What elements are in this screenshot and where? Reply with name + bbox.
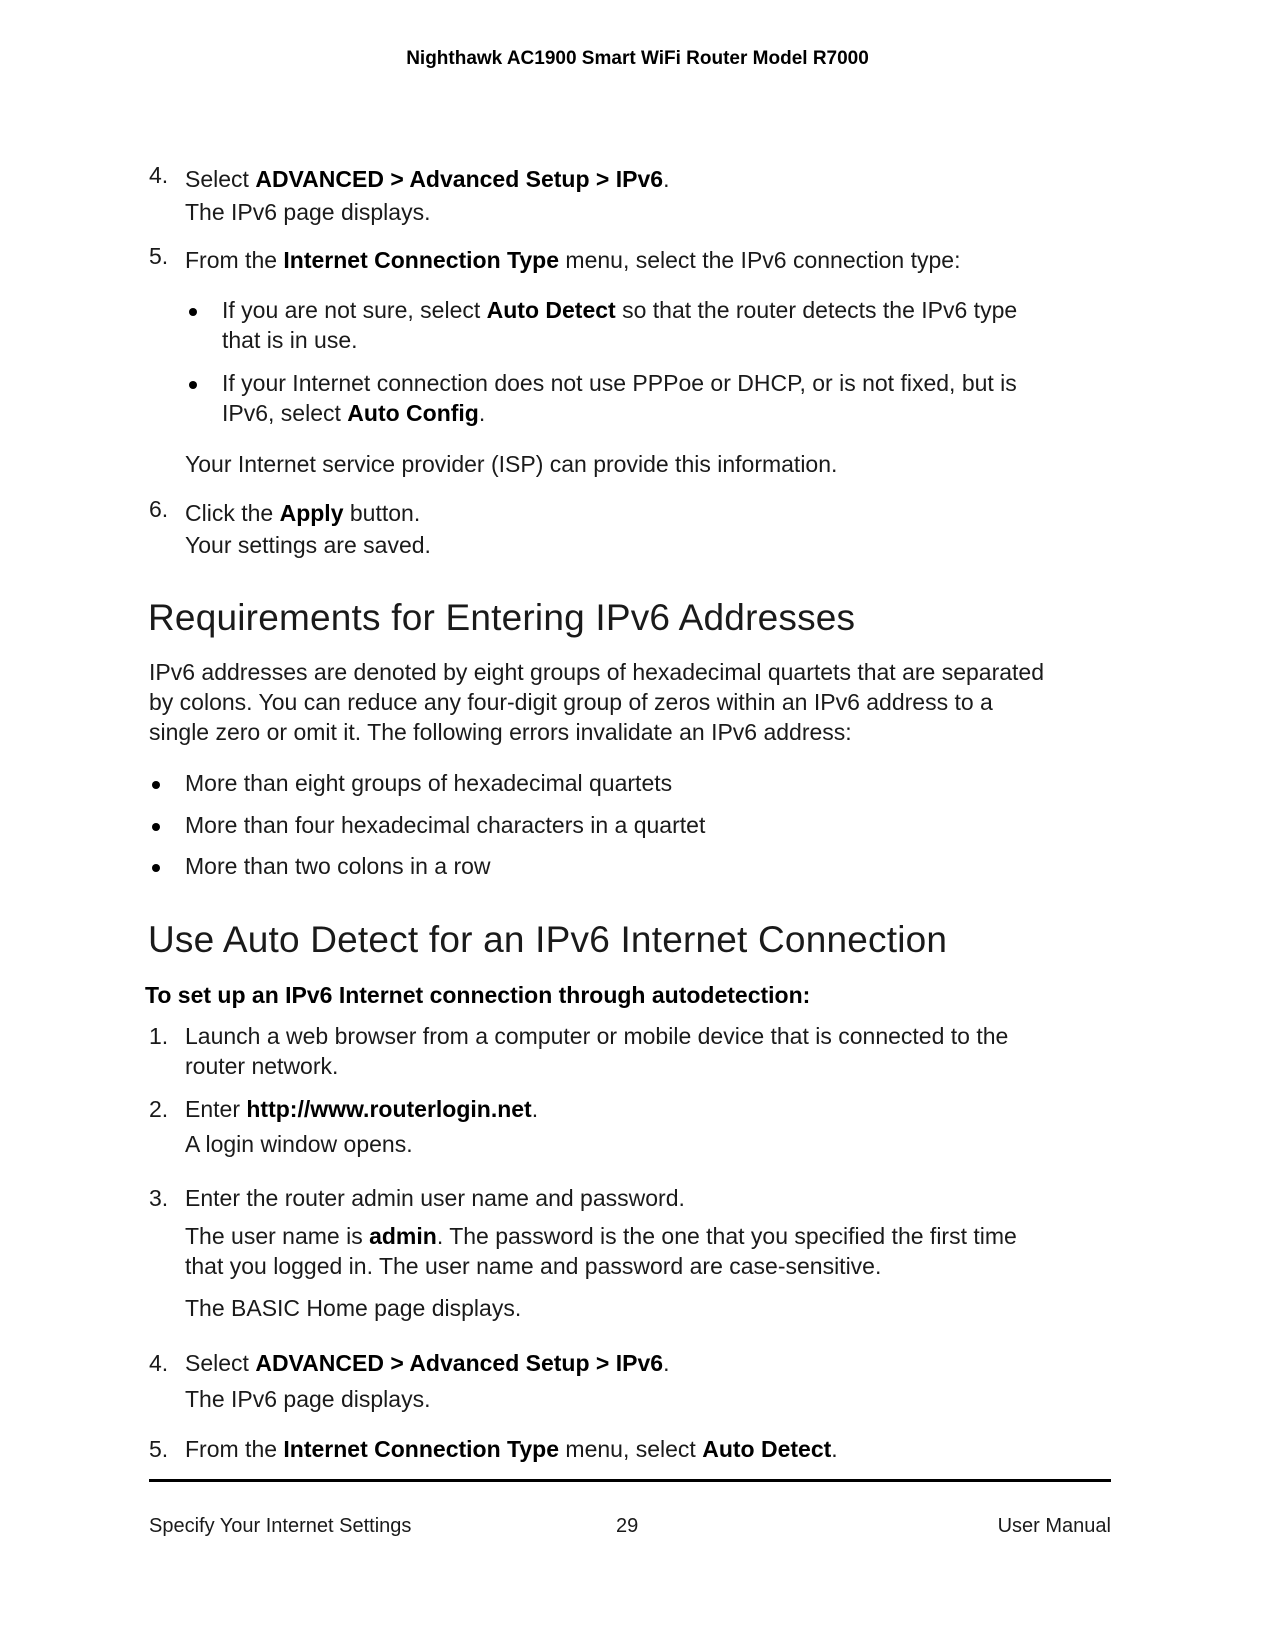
option-name: Auto Config xyxy=(347,400,479,426)
username-value: admin xyxy=(369,1223,437,1249)
section-heading: Requirements for Entering IPv6 Addresses xyxy=(148,597,856,638)
step-text: From the Internet Connection Type menu, select Auto Detect. xyxy=(185,1436,838,1462)
bullet-text: If your Internet connection does not use PPPoe or DHCP, or is not fixed, but is xyxy=(222,370,1017,396)
bullet-icon xyxy=(152,781,160,789)
menu-name: Internet Connection Type xyxy=(283,1436,560,1462)
step-text: Enter the router admin user name and password. xyxy=(185,1185,685,1211)
step-text-cont: router network. xyxy=(185,1053,339,1079)
step-note: The IPv6 page displays. xyxy=(185,199,431,225)
step-number: 5. xyxy=(149,243,169,269)
step-number: 4. xyxy=(149,1350,169,1376)
step-text: From the Internet Connection Type menu, select the IPv6 connection type: xyxy=(185,247,961,273)
step-note: Your settings are saved. xyxy=(185,532,431,558)
section-heading: Use Auto Detect for an IPv6 Internet Connection xyxy=(148,919,948,960)
step-note: The BASIC Home page displays. xyxy=(185,1295,522,1321)
step-text: Select ADVANCED > Advanced Setup > IPv6. xyxy=(185,166,670,192)
option-name: Auto Detect xyxy=(702,1436,832,1462)
step-number: 1. xyxy=(149,1023,169,1049)
bullet-icon xyxy=(189,381,197,389)
bullet-text: More than eight groups of hexadecimal quartets xyxy=(185,770,673,796)
paragraph-line: single zero or omit it. The following errors invalidate an IPv6 address: xyxy=(149,719,852,745)
bullet-text-cont: IPv6, select Auto Config. xyxy=(222,400,486,426)
step-text: Click the Apply button. xyxy=(185,500,421,526)
menu-path: ADVANCED > Advanced Setup > IPv6 xyxy=(255,166,664,192)
paragraph-line: IPv6 addresses are denoted by eight groups of hexadecimal quartets that are separated xyxy=(149,659,1045,685)
footer-chapter: Specify Your Internet Settings xyxy=(149,1515,412,1537)
step-number: 6. xyxy=(149,496,169,522)
bullet-text: If you are not sure, select Auto Detect so that the router detects the IPv6 type xyxy=(222,297,1018,323)
bullet-text: More than four hexadecimal characters in a quartet xyxy=(185,812,706,838)
step-number: 4. xyxy=(149,162,169,188)
bullet-icon xyxy=(152,823,160,831)
footer-doc-title: User Manual xyxy=(997,1515,1111,1537)
bullet-text-cont: that is in use. xyxy=(222,327,358,353)
step-number: 3. xyxy=(149,1185,169,1211)
bullet-icon xyxy=(189,308,197,316)
step-note: The IPv6 page displays. xyxy=(185,1386,431,1412)
step-number: 5. xyxy=(149,1436,169,1462)
step-text: Launch a web browser from a computer or mobile device that is connected to the xyxy=(185,1023,1009,1049)
page-number: 29 xyxy=(616,1515,639,1537)
step-note-cont: that you logged in. The user name and password are case-sensitive. xyxy=(185,1253,882,1279)
step-note: Your Internet service provider (ISP) can provide this information. xyxy=(185,451,838,477)
menu-name: Internet Connection Type xyxy=(283,247,560,273)
option-name: Auto Detect xyxy=(486,297,616,323)
step-text: Select ADVANCED > Advanced Setup > IPv6. xyxy=(185,1350,670,1376)
bullet-icon xyxy=(152,864,160,872)
step-number: 2. xyxy=(149,1096,169,1122)
footer-rule xyxy=(149,1479,1111,1482)
procedure-heading: To set up an IPv6 Internet connection through autodetection: xyxy=(145,982,811,1008)
button-name: Apply xyxy=(279,500,344,526)
running-header: Nighthawk AC1900 Smart WiFi Router Model R7000 xyxy=(406,48,869,69)
step-text: Enter http://www.routerlogin.net. xyxy=(185,1096,539,1122)
step-note: A login window opens. xyxy=(185,1131,413,1157)
step-note: The user name is admin. The password is the one that you specified the first time xyxy=(185,1223,1017,1249)
menu-path: ADVANCED > Advanced Setup > IPv6 xyxy=(255,1350,664,1376)
url-text: http://www.routerlogin.net xyxy=(246,1096,532,1122)
paragraph-line: by colons. You can reduce any four-digit group of zeros within an IPv6 address to a xyxy=(149,689,993,715)
bullet-text: More than two colons in a row xyxy=(185,853,491,879)
